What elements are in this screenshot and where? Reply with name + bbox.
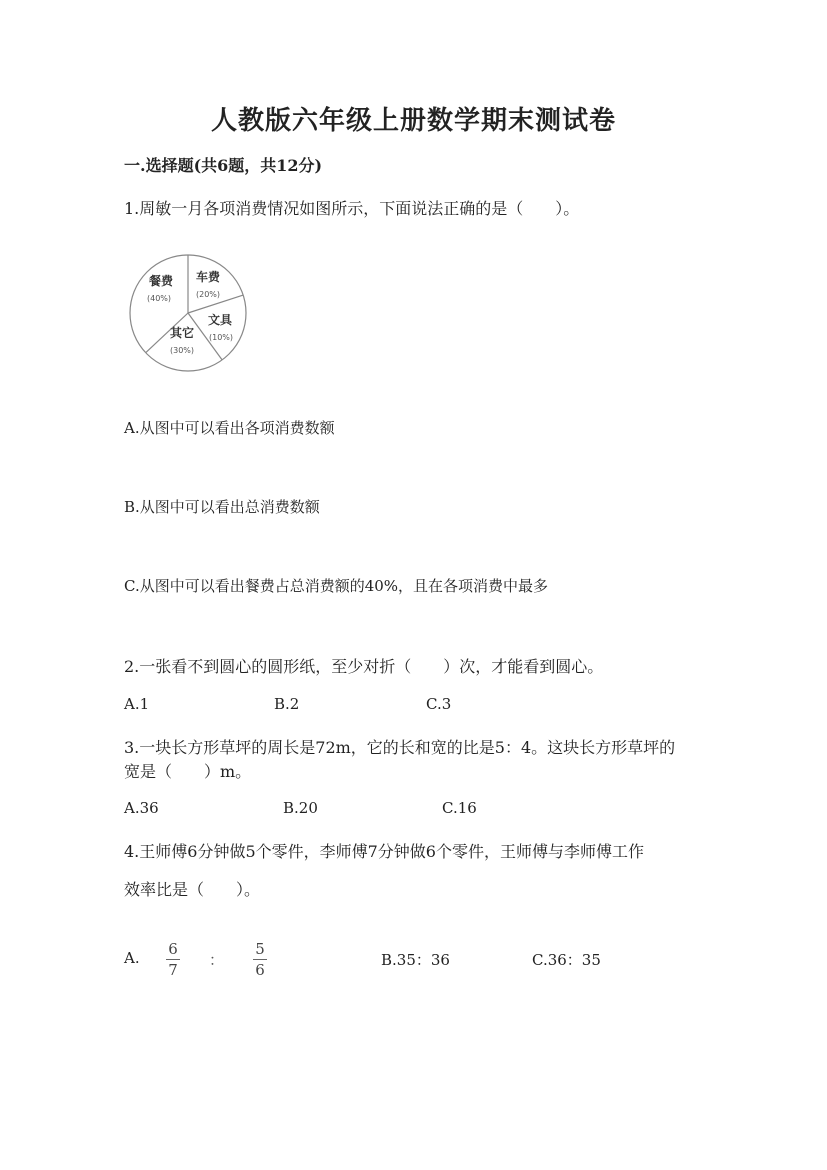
pie-slice-label-che: 车费 [195,270,221,284]
question-4-option-a-separator: ： [209,951,225,969]
question-1-option-a: A.从图中可以看出各项消费数额 [124,419,335,437]
fraction-1-numerator: 6 [168,940,178,958]
question-4-option-a-fraction-2 [250,941,270,978]
pie-slice-pct-canfei: (40%) [146,294,172,303]
question-4-option-a-prefix: A. [124,949,140,967]
question-4-option-a-fraction-1 [163,941,183,978]
fraction-2-denominator: 6 [255,961,265,979]
question-2-option-a: A.1 [124,695,150,713]
question-3-stem-line1: 3.一块长方形草坪的周长是72m，它的长和宽的比是5：4。这块长方形草坪的 [124,738,676,757]
question-4-stem-line1: 4.王师傅6分钟做5个零件，李师傅7分钟做6个零件，王师傅与李师傅工作 [124,842,644,861]
section-heading: 一.选择题(共6题，共12分) [124,156,323,175]
question-3-option-c: C.16 [442,799,477,817]
fraction-1-denominator: 7 [168,961,178,979]
page-title: 人教版六年级上册数学期末测试卷 [210,106,616,136]
pie-slice-label-wenju: 文具 [207,313,233,327]
question-4-option-c: C.36：35 [532,951,601,969]
question-2-option-c: C.3 [426,695,452,713]
question-3-option-a: A.36 [124,799,159,817]
question-3-option-b: B.20 [283,799,318,817]
fraction-1-bar [166,959,180,960]
pie-slice-label-qita: 其它 [169,326,195,340]
question-4-option-b: B.35：36 [381,951,450,969]
fraction-2-bar [253,959,267,960]
question-3-stem-line2: 宽是（ ）m。 [124,762,252,781]
question-1-option-b: B.从图中可以看出总消费数额 [124,498,320,516]
pie-chart [124,250,254,380]
question-1-option-c: C.从图中可以看出餐费占总消费额的40%，且在各项消费中最多 [124,577,549,595]
pie-slice-pct-qita: (30%) [169,346,195,355]
pie-slice-pct-wenju: (10%) [208,333,234,342]
fraction-2-numerator: 5 [255,940,265,958]
question-1-stem: 1.周敏一月各项消费情况如图所示，下面说法正确的是（ ）。 [124,199,580,218]
question-2-option-b: B.2 [274,695,300,713]
pie-slice-pct-che: (20%) [195,290,221,299]
question-4-stem-line2: 效率比是（ ）。 [124,880,261,899]
pie-slice-label-canfei: 餐费 [148,274,174,288]
question-2-stem: 2.一张看不到圆心的圆形纸，至少对折（ ）次，才能看到圆心。 [124,657,604,676]
